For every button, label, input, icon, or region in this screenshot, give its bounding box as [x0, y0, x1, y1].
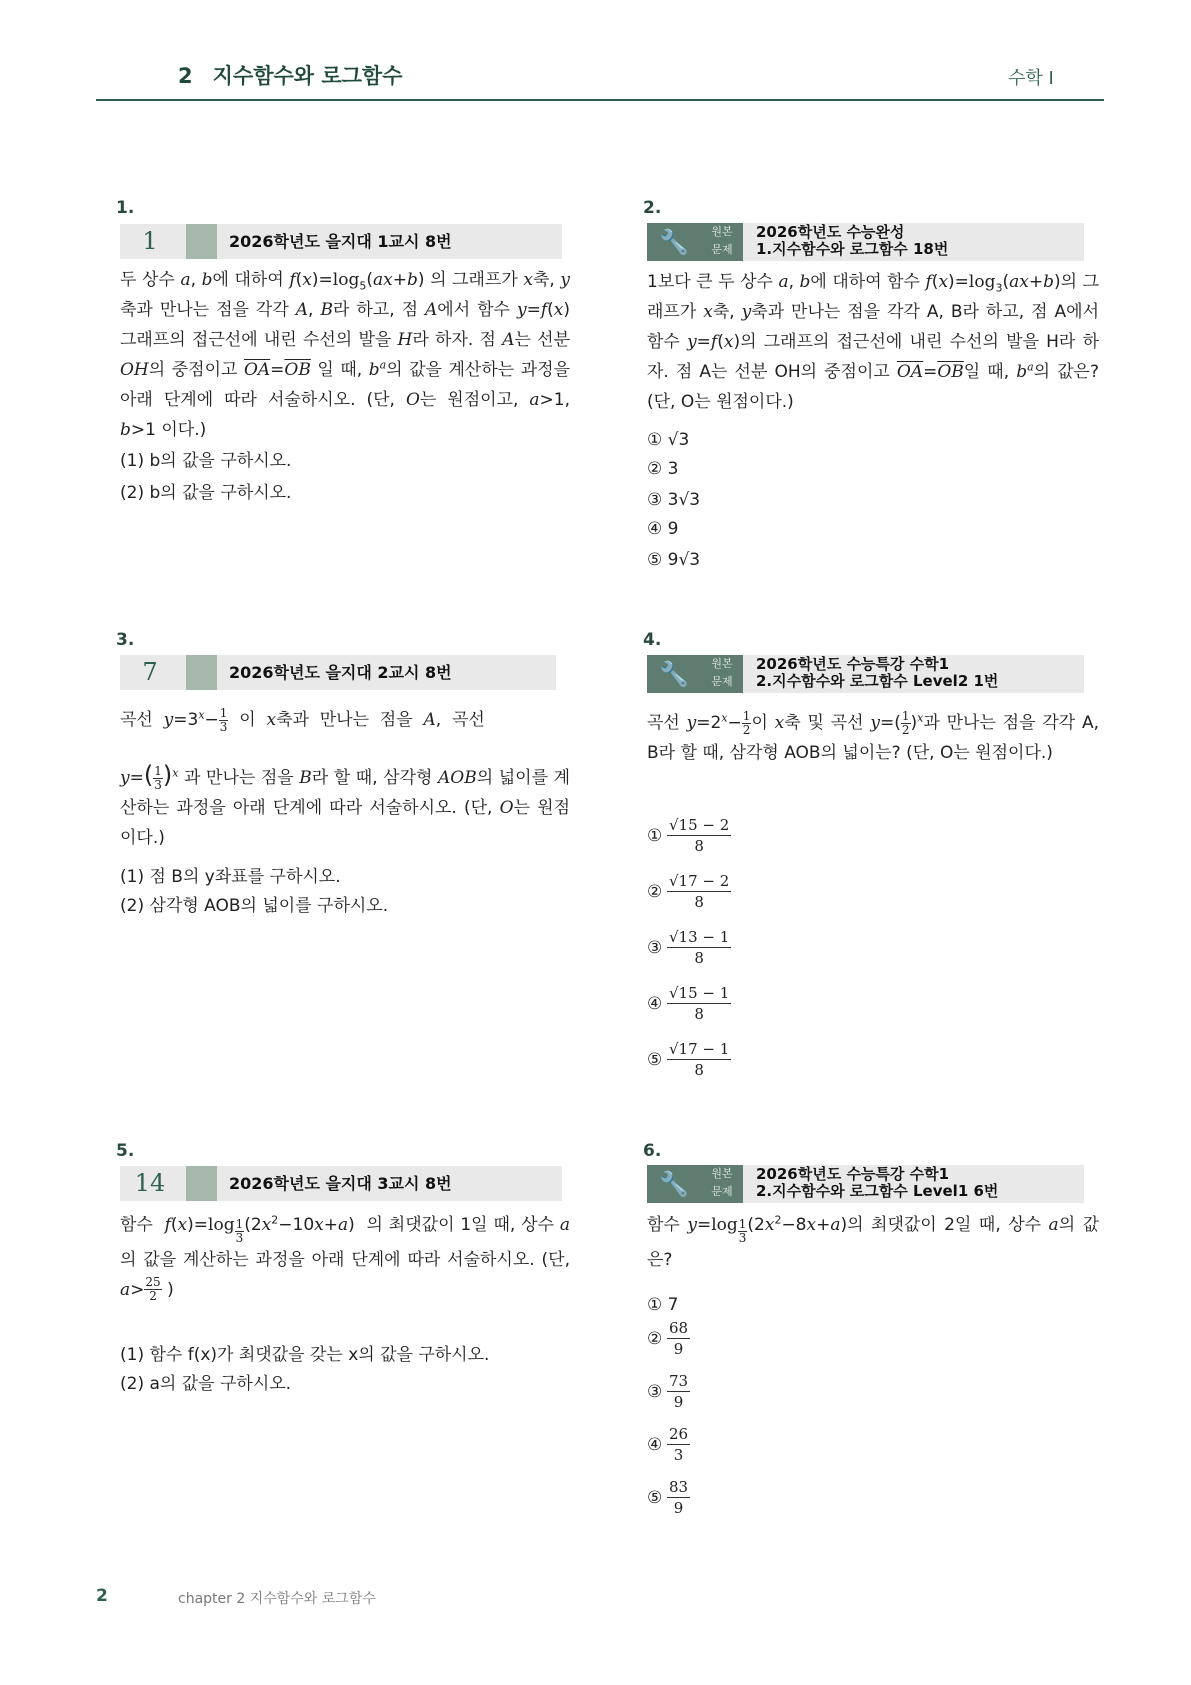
question-number: 2.	[643, 198, 662, 218]
option-label: ③	[647, 1381, 663, 1402]
answer-option[interactable]: ① √3	[647, 430, 690, 450]
question-source-bar	[647, 1165, 1084, 1203]
question-number: 5.	[116, 1141, 135, 1161]
option-fraction: $\frac{√17 - 2}{8}$	[669, 872, 730, 911]
header-divider	[96, 99, 1104, 101]
original-problem-tab: 원본 문제	[701, 223, 743, 261]
answer-option[interactable]	[647, 927, 731, 968]
option-fraction: $\frac{√13 - 1}{8}$	[669, 928, 730, 967]
source-label: 2026학년도 수능특강 수학1 2.지수함수와 로그함수 Level2 1번	[756, 655, 999, 690]
answer-option[interactable]	[647, 1477, 690, 1518]
option-fraction: $\frac{83}{9}$	[669, 1478, 689, 1517]
question-number: 1.	[116, 198, 135, 218]
answer-option[interactable]: ② 3	[647, 459, 679, 479]
question-source-bar	[120, 655, 556, 690]
question-number: 6.	[643, 1141, 662, 1161]
answer-option[interactable]	[647, 1039, 731, 1080]
question-body: 함수 f(x)=log $_{\frac{1}{3}}(2x^2-10x+a)$ 의 최댓값이 1일 때, 상수 a의 값을 계산하는 과정을 아래 단계에 따라 서술하시오. (단, a> $\frac{25}{2}$ )	[120, 1213, 571, 1304]
option-fraction: $\frac{√17 - 1}{8}$	[669, 1040, 730, 1079]
sub-question-2: (2) 삼각형 AOB의 넓이를 구하시오.	[120, 896, 389, 916]
option-label: ②	[647, 1328, 663, 1349]
option-label: ②	[647, 881, 663, 902]
option-fraction: $\frac{√15 - 2}{8}$	[669, 816, 730, 855]
answer-option[interactable]	[647, 871, 731, 912]
question-body: 두 상수 a, b에 대하여 $f(x)=\log_5(ax+b)$ 의 그래프가 x축, y축과 만나는 점을 각각 A, B라 하고, 점 A에서 함수 y=f(x) 그래프의 접근선에 내린 수선의 발을 H라 하자. 점 A는 선분 OH의 중점이고 $\overline{OA}=\overline{OB}$ 일 때, $b^a$의 값을 계산하는 과정을 아래 단계에 따라 서술하시오. (단, O는 원점이고, a>1, b>1 이다.)	[120, 270, 570, 440]
chapter-number: 2	[178, 64, 193, 88]
option-fraction: $\frac{26}{3}$	[669, 1425, 689, 1464]
question-body: 1보다 큰 두 상수 a, b에 대하여 함수 $f(x)=\log_3(ax+b)$의 그래프가 x축, y축과 만나는 점을 각각 A, B라 하고, 점 A에서 함수 y=f(x)의 그래프의 접근선에 내린 수선의 발을 H라 하자. 점 A는 선분 OH의 중점이고 $\overline{OA}=\overline{OB}$일 때, $b^a$의 값은? (단, O는 원점이다.)	[647, 272, 1100, 412]
chapter-name: 지수함수와 로그함수	[212, 64, 403, 88]
answer-option[interactable]	[647, 1371, 690, 1412]
option-fraction: $\frac{73}{9}$	[669, 1372, 689, 1411]
subject-label: 수학 I	[1008, 68, 1054, 89]
problem-number-icon: 7	[142, 658, 158, 686]
question-number: 3.	[116, 630, 135, 650]
question-body-cont: y=( $\frac{1}{3})^x$ 과 만나는 점을 B라 할 때, 삼각형 AOB의 넓이를 계산하는 과정을 아래 단계에 따라 서술하시오. (단, O는 원점이다.)	[120, 761, 571, 848]
source-label: 2026학년도 수능특강 수학1 2.지수함수와 로그함수 Level1 6번	[756, 1165, 999, 1200]
problem-number-icon: 14	[134, 1169, 166, 1197]
option-fraction: $\frac{68}{9}$	[669, 1319, 689, 1358]
answer-option[interactable]: ③ 3√3	[647, 490, 701, 510]
source-square	[186, 224, 217, 259]
answer-option[interactable]	[647, 1424, 690, 1465]
option-fraction: $\frac{√15 - 1}{8}$	[669, 984, 730, 1023]
answer-option[interactable]: ① 7	[647, 1295, 679, 1315]
answer-option[interactable]: ⑤ 9√3	[647, 550, 701, 570]
question-body: 곡선 $y=3^x-$ $\frac{1}{3}$ 이 x축과 만나는 점을 A, 곡선	[120, 705, 485, 734]
option-label: ⑤	[647, 1487, 663, 1508]
sub-question-1: (1) 함수 f(x)가 최댓값을 갖는 x의 값을 구하시오.	[120, 1345, 490, 1365]
source-label: 2026학년도 을지대 1교시 8번	[229, 232, 452, 251]
answer-option[interactable]: ④ 9	[647, 519, 679, 539]
sub-question-2: (2) b의 값을 구하시오.	[120, 483, 292, 503]
option-label: ④	[647, 1434, 663, 1455]
wrench-icon: 🔧	[647, 1165, 701, 1203]
source-label: 2026학년도 을지대 3교시 8번	[229, 1174, 452, 1193]
option-label: ①	[647, 825, 663, 846]
source-square	[186, 1166, 217, 1201]
question-body: 곡선 $y=2^x-$ $\frac{1}{2}$이 x축 및 곡선 y=( $\frac{1}{2})^x$과 만나는 점을 각각 A, B라 할 때, 삼각형 AOB의 넓이는? (단, O는 원점이다.)	[647, 708, 1100, 763]
wrench-icon: 🔧	[647, 655, 701, 693]
option-label: ③	[647, 937, 663, 958]
source-label: 2026학년도 수능완성 1.지수함수와 로그함수 18번	[756, 223, 949, 258]
answer-option[interactable]	[647, 815, 731, 856]
footer-chapter: chapter 2 지수함수와 로그함수	[178, 1591, 376, 1607]
chapter-title	[178, 60, 403, 90]
original-problem-tab: 원본 문제	[701, 1165, 743, 1203]
wrench-icon: 🔧	[647, 223, 701, 261]
source-square	[186, 655, 217, 690]
sub-question-1: (1) b의 값을 구하시오.	[120, 451, 292, 471]
question-source-bar	[647, 223, 1084, 261]
answer-option[interactable]	[647, 983, 731, 1024]
question-source-bar	[647, 655, 1084, 693]
original-problem-tab: 원본 문제	[701, 655, 743, 693]
question-source-bar	[120, 1166, 562, 1201]
problem-number-icon: 1	[142, 227, 158, 255]
sub-question-2: (2) a의 값을 구하시오.	[120, 1374, 292, 1394]
question-body: 함수 y=log $_{\frac{1}{3}}(2x^2-8x+a)$의 최댓값이 2일 때, 상수 a의 값은?	[647, 1213, 1100, 1270]
source-label: 2026학년도 을지대 2교시 8번	[229, 663, 452, 682]
answer-option[interactable]	[647, 1318, 690, 1359]
page-number: 2	[96, 1586, 108, 1606]
option-label: ④	[647, 993, 663, 1014]
sub-question-1: (1) 점 B의 y좌표를 구하시오.	[120, 867, 341, 887]
question-source-bar	[120, 224, 562, 259]
option-label: ⑤	[647, 1049, 663, 1070]
question-number: 4.	[643, 630, 662, 650]
